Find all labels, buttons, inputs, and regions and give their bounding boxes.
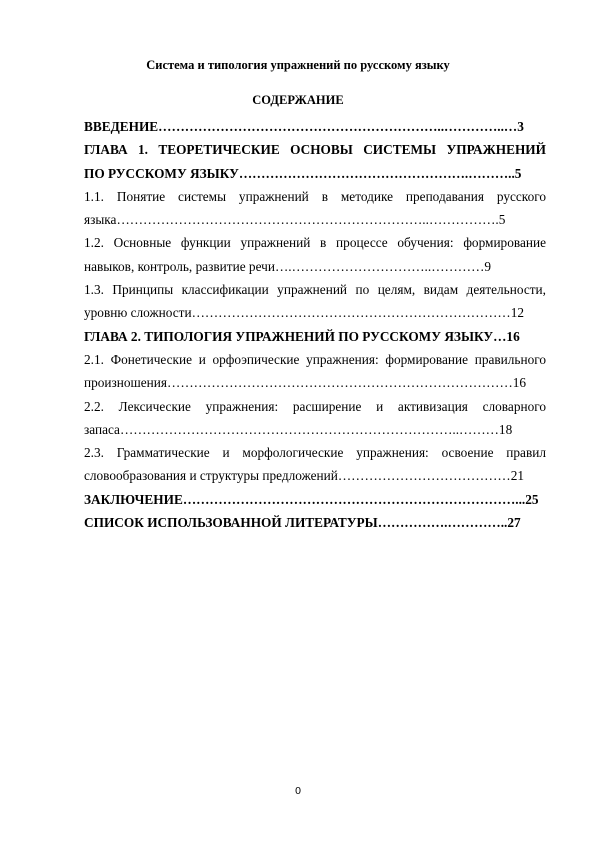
toc-line: 2.3. Грамматические и морфологические упражнения: освоение правил <box>84 445 546 461</box>
toc-line: ЗАКЛЮЧЕНИЕ…………………………………………………………………...25 <box>84 491 539 507</box>
table-of-contents <box>84 115 546 534</box>
toc-line: уровню сложности………………………………………………………………12 <box>84 305 524 321</box>
toc-line: запаса…………………………………………………………………..………18 <box>84 421 513 437</box>
toc-line: 2.2. Лексические упражнения: расширение и активизация словарного <box>84 398 546 414</box>
toc-line: навыков, контроль, развитие речи….…………………………..…………9 <box>84 258 492 274</box>
toc-line: словообразования и структуры предложений…………………………………21 <box>84 468 525 484</box>
toc-line: 1.3. Принципы классификации упражнений по целям, видам деятельности, <box>84 282 546 298</box>
document-title: Система и типология упражнений по русскому языку <box>146 58 450 72</box>
toc-line: 1.2. Основные функции упражнений в процессе обучения: формирование <box>84 235 546 251</box>
toc-line: ПО РУССКОМУ ЯЗЫКУ…………………………………………….………..5 <box>84 165 522 181</box>
toc-line: 2.1. Фонетические и орфоэпические упражнения: формирование правильного <box>84 351 546 367</box>
toc-heading: СОДЕРЖАНИЕ <box>252 93 344 107</box>
toc-line: ГЛАВА 2. ТИПОЛОГИЯ УПРАЖНЕНИЙ ПО РУССКОМУ ЯЗЫКУ…16 <box>84 328 520 344</box>
toc-line: 1.1. Понятие системы упражнений в методике преподавания русского <box>84 188 546 204</box>
toc-line: языка……………………………………………………………..…………….5 <box>84 212 506 228</box>
toc-line: произношения……………………………………………………………………16 <box>84 375 527 391</box>
toc-line: СПИСОК ИСПОЛЬЗОВАННОЙ ЛИТЕРАТУРЫ…………….…………..27 <box>84 515 521 531</box>
page-number: 0 <box>295 785 301 797</box>
toc-line: ВВЕДЕНИЕ………………………………………………………..…………..…3 <box>84 119 524 134</box>
toc-line: ГЛАВА 1. ТЕОРЕТИЧЕСКИЕ ОСНОВЫ СИСТЕМЫ УПРАЖНЕНИЙ <box>84 142 546 158</box>
